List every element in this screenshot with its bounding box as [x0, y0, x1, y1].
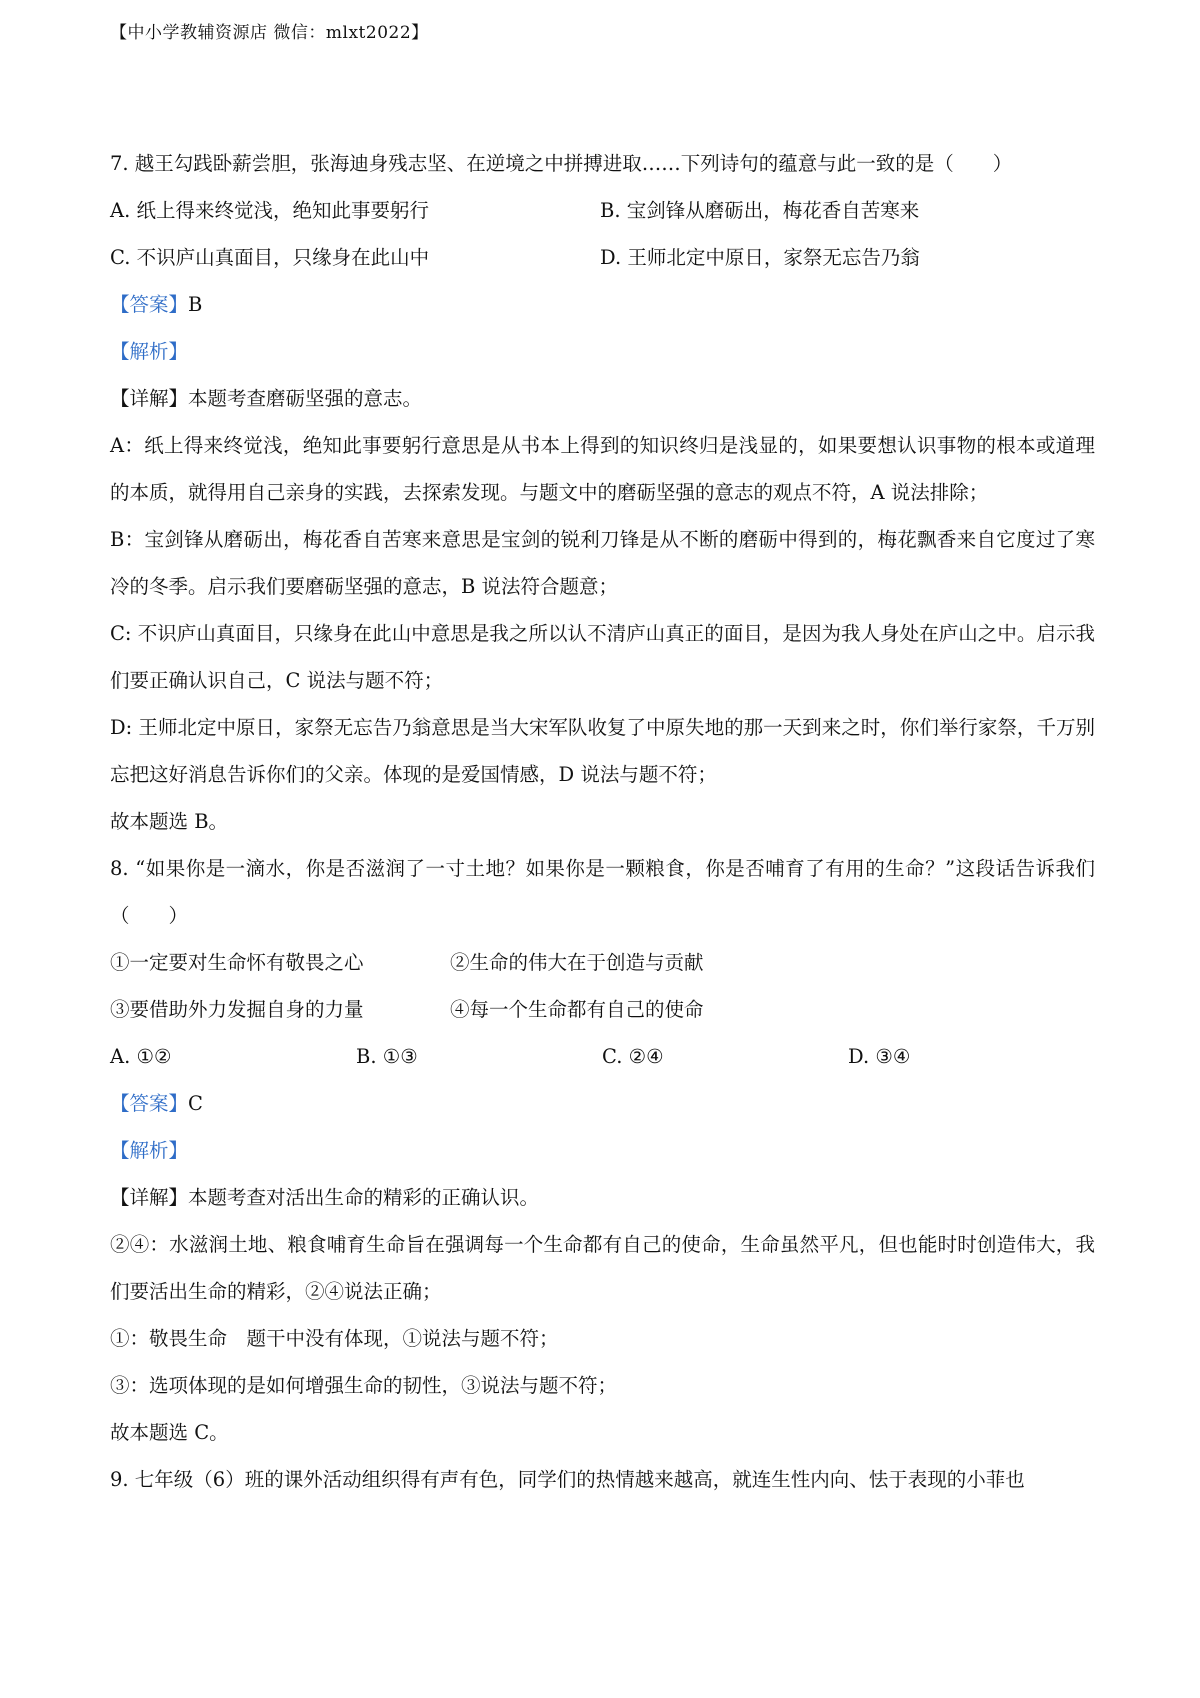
q8-choice-4: ④每一个生命都有自己的使命: [450, 998, 704, 1021]
q7-options-row-2: [110, 234, 1095, 281]
q7-option-d: D. 王师北定中原日，家祭无忘告乃翁: [600, 246, 920, 269]
analysis-tag: 【解析】: [110, 340, 189, 363]
analysis-tag: 【解析】: [110, 1139, 189, 1162]
q8-answer: [110, 1080, 1095, 1127]
detail-tag: 【详解】: [110, 1186, 189, 1209]
q8-explain-1: ②④：水滋润土地、粮食哺育生命旨在强调每一个生命都有自己的使命，生命虽然平凡，但也能时时创造伟大，我们要活出生命的精彩，②④说法正确；: [110, 1233, 1095, 1303]
q7-explain-d: D: 王师北定中原日，家祭无忘告乃翁意思是当大宋军队收复了中原失地的那一天到来之时，你们举行家祭，千万别忘把这好消息告诉你们的父亲。体现的是爱国情感，D 说法与题不符；: [110, 716, 1095, 786]
answer-value: C: [188, 1092, 203, 1115]
q8-conclusion: 故本题选 C。: [110, 1421, 229, 1444]
q7-explain-a: A：纸上得来终觉浅，绝知此事要躬行意思是从书本上得到的知识终归是浅显的，如果要想认识事物的根本或道理的本质，就得用自己亲身的实践，去探索发现。与题文中的磨砺坚强的意志的观点不符，A 说法排除；: [110, 434, 1095, 504]
answer-tag: 【答案】: [110, 1092, 189, 1115]
q7-conclusion: 故本题选 B。: [110, 810, 229, 833]
q8-analysis: [110, 1127, 1095, 1174]
q7-options-row-1: [110, 187, 1095, 234]
answer-value: B: [188, 293, 203, 316]
q8-choice-3: ③要借助外力发掘自身的力量: [110, 998, 364, 1021]
q8-choices-row-1: [110, 939, 1095, 986]
q7-explain-c: C: 不识庐山真面目，只缘身在此山中意思是我之所以认不清庐山真正的面目，是因为我人身处在庐山之中。启示我们要正确认识自己，C 说法与题不符；: [110, 622, 1095, 692]
q8-choices-row-2: [110, 986, 1095, 1033]
q8-option-a: A. ①②: [110, 1045, 172, 1068]
q7-option-b: B. 宝剑锋从磨砺出，梅花香自苦寒来: [600, 199, 920, 222]
answer-tag: 【答案】: [110, 293, 189, 316]
q7-analysis: [110, 328, 1095, 375]
q8-option-d: D. ③④: [848, 1045, 911, 1068]
q8-option-c: C. ②④: [602, 1045, 664, 1068]
q8-options: [110, 1033, 1095, 1080]
q7-option-c: C. 不识庐山真面目，只缘身在此山中: [110, 246, 430, 269]
q9-stem: 9. 七年级（6）班的课外活动组织得有声有色，同学们的热情越来越高，就连生性内向、怯于表现的小菲也: [110, 1468, 1025, 1491]
q8-detail: [110, 1174, 1095, 1221]
q8-explain-2: ①：敬畏生命 题干中没有体现，①说法与题不符；: [110, 1327, 559, 1350]
q8-choice-1: ①一定要对生命怀有敬畏之心: [110, 951, 364, 974]
detail-tag: 【详解】: [110, 387, 189, 410]
document-body: [110, 140, 1095, 1503]
q8-stem: 8. “如果你是一滴水，你是否滋润了一寸土地？如果你是一颗粮食，你是否哺育了有用的生命？”这段话告诉我们（ ）: [110, 857, 1095, 927]
q8-option-b: B. ①③: [356, 1045, 418, 1068]
q7-answer: [110, 281, 1095, 328]
watermark: 【中小学教辅资源店 微信：mlxt2022】: [110, 23, 429, 43]
q7-option-a: A. 纸上得来终觉浅，绝知此事要躬行: [110, 199, 429, 222]
q8-choice-2: ②生命的伟大在于创造与贡献: [450, 951, 704, 974]
q8-explain-3: ③：选项体现的是如何增强生命的韧性，③说法与题不符；: [110, 1374, 618, 1397]
q7-detail: [110, 375, 1095, 422]
q7-stem: 7. 越王勾践卧薪尝胆，张海迪身残志坚、在逆境之中拼搏进取……下列诗句的蕴意与此一致的是（ ）: [110, 152, 1013, 175]
detail-text: 本题考查磨砺坚强的意志。: [188, 387, 423, 410]
detail-text: 本题考查对活出生命的精彩的正确认识。: [188, 1186, 540, 1209]
q7-explain-b: B：宝剑锋从磨砺出，梅花香自苦寒来意思是宝剑的锐利刀锋是从不断的磨砺中得到的，梅花飘香来自它度过了寒冷的冬季。启示我们要磨砺坚强的意志，B 说法符合题意；: [110, 528, 1095, 598]
